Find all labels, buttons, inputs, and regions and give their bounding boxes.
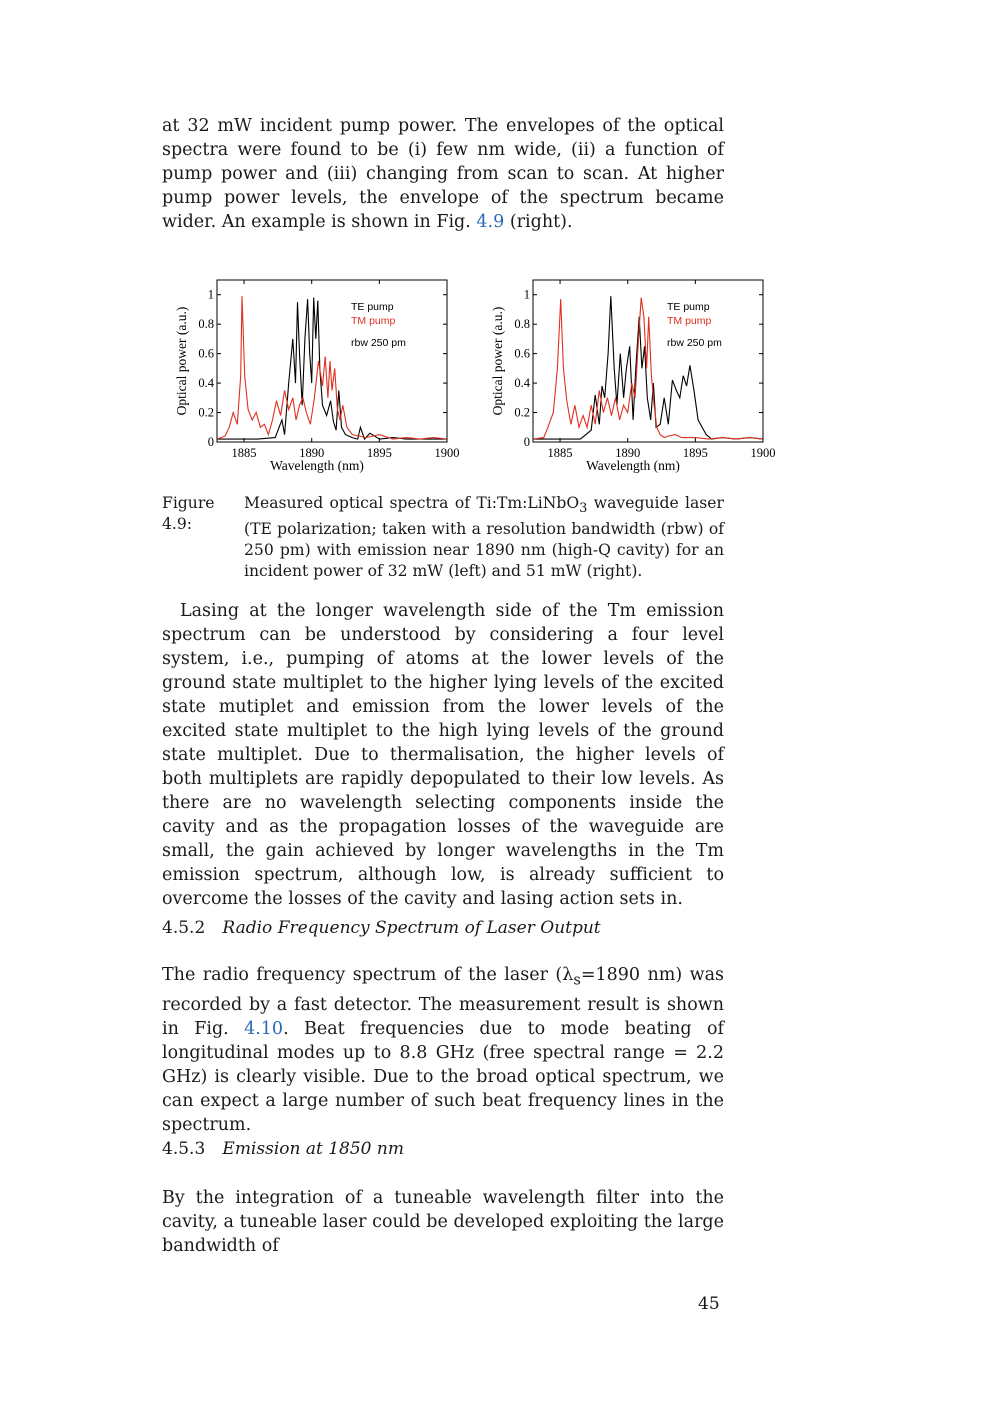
x-axis-label: Wavelength (nm) (270, 458, 364, 473)
x-tick-label: 1900 (750, 446, 776, 460)
series-line-tm-pump (217, 296, 447, 439)
caption-text-a: Measured optical spectra of Ti:Tm:LiNbO (244, 494, 580, 512)
caption-subscript: 3 (579, 501, 588, 517)
y-tick-label: 0.8 (514, 317, 530, 332)
section-title: Radio Frequency Spectrum of Laser Output (222, 918, 601, 938)
spectrum-chart-left (170, 272, 470, 482)
y-tick-label: 0 (207, 435, 214, 449)
y-axis-label: Optical power (a.u.) (490, 306, 505, 416)
section-heading-4-5-2 (162, 916, 601, 940)
y-tick-label: 0.4 (198, 376, 214, 391)
rf-text-a: The radio frequency spectrum of the laser (λ (162, 965, 574, 985)
rf-text-c: . Beat frequencies due to mode beating of longitudinal modes up to 8.8 GHz (free spectral range = 2.2 GHz) is clearly visible. Due to the broad optical spectrum, we can expect a large number of such beat frequency lines in the spectrum. (162, 1018, 724, 1135)
y-tick-label: 0.6 (514, 346, 530, 361)
x-tick-label: 1900 (434, 446, 460, 460)
caption-label: Figure 4.9: (162, 494, 215, 533)
section-title: Emission at 1850 nm (222, 1139, 404, 1159)
rf-subscript: s (573, 971, 581, 989)
legend-entry: TM pump (667, 315, 712, 327)
figure-caption (162, 493, 724, 582)
page-number: 45 (698, 1294, 720, 1314)
y-tick-label: 0.8 (198, 317, 214, 332)
section-heading-4-5-3 (162, 1137, 404, 1161)
paragraph-rf-spectrum (162, 963, 724, 1137)
rf-text-b: =1890 nm) was recorded by a fast detector. The measurement result is shown in Fig. (162, 965, 724, 1039)
x-tick-label: 1895 (682, 446, 708, 460)
series-line-tm-pump (533, 298, 763, 439)
x-tick-label: 1890 (299, 446, 325, 460)
caption-text-b: waveguide laser (TE polarization; taken with a resolution bandwidth (rbw) of 250 pm) with emission near 1890 nm (high-Q cavity) for an incident power of 32 mW (left) and 51 mW (right). (244, 494, 724, 581)
intro-paragraph (162, 114, 724, 234)
y-tick-label: 0.6 (198, 346, 214, 361)
y-tick-label: 0.4 (514, 376, 530, 391)
rbw-annotation: rbw 250 pm (351, 337, 406, 349)
plot-frame (533, 280, 763, 442)
intro-text-end: (right). (509, 212, 573, 232)
spectrum-chart-right (486, 272, 806, 482)
paragraph-lasing: Lasing at the longer wavelength side of the Tm emission spectrum can be understood by considering a four level system, i.e., pumping of atoms at the lower levels of the ground state multiplet to the higher lying levels of the excited state mutiplet and emission from the lower levels of the excited state multiplet to the high lying levels of the ground state multiplet. Due to thermalisation, the higher levels of both multiplets are rapidly depopulated to their low levels. As there are no wavelength selecting components inside the cavity and as the propagation losses of the waveguide are small, the gain achieved by longer wavelengths in the Tm emission spectrum, although low, is already sufficient to overcome the losses of the cavity and lasing action sets in. (162, 601, 724, 909)
x-tick-label: 1885 (547, 446, 573, 460)
x-tick-label: 1890 (615, 446, 641, 460)
legend-entry: TE pump (667, 301, 710, 313)
x-tick-label: 1885 (231, 446, 257, 460)
x-tick-label: 1895 (366, 446, 392, 460)
intro-text: at 32 mW incident pump power. The envelopes of the optical spectra were found to be (i) few nm wide, (ii) a function of pump power and (iii) changing from scan to scan. At higher pump power levels, the envelope of the spectrum became wider. An example is shown in Fig. (162, 116, 724, 232)
y-tick-label: 0.2 (198, 405, 214, 420)
section-number: 4.5.2 (162, 918, 206, 938)
y-tick-label: 0.2 (514, 405, 530, 420)
figure-ref-link[interactable]: 4.9 (476, 212, 505, 232)
series-line-te-pump (533, 296, 763, 439)
y-tick-label: 1 (523, 287, 530, 302)
y-axis-label: Optical power (a.u.) (174, 306, 189, 416)
rbw-annotation: rbw 250 pm (667, 337, 722, 349)
x-axis-label: Wavelength (nm) (586, 458, 680, 473)
figure-ref-link-4-10[interactable]: 4.10 (244, 1018, 284, 1039)
y-tick-label: 0 (523, 435, 530, 449)
figure-4-9 (170, 272, 790, 482)
y-tick-label: 1 (207, 287, 214, 302)
legend-entry: TE pump (351, 301, 394, 313)
section-number: 4.5.3 (162, 1139, 206, 1159)
legend-entry: TM pump (351, 315, 396, 327)
paragraph-emission-1850: By the integration of a tuneable wavelength filter into the cavity, a tuneable laser could be developed exploiting the large bandwidth of (162, 1188, 724, 1256)
